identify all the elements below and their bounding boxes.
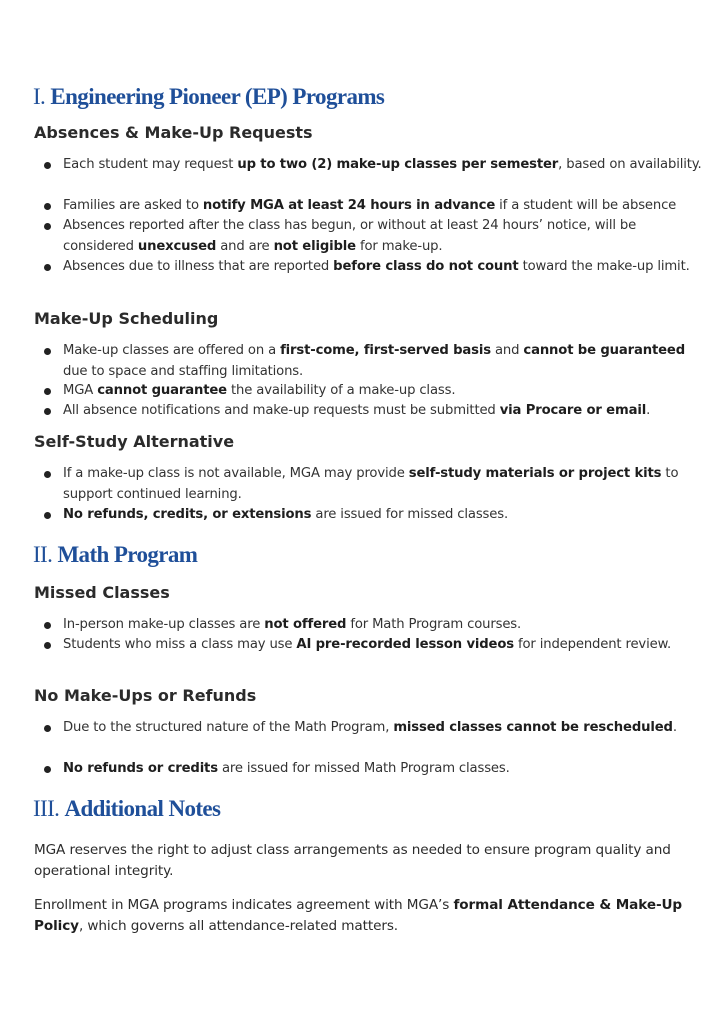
list-item: Absences reported after the class has begun, or without at least 24 hours’ notice, will be considered unexcused and are not eligible for make-up. [63,218,637,254]
subsection-heading-missed-classes: Missed Classes [34,583,170,602]
paragraph-class-arrangements: MGA reserves the right to adjust class arrangements as needed to ensure program quality and operational integrity. [34,842,671,879]
bullet-icon [44,512,51,519]
list-item: MGA cannot guarantee the availability of a make-up class. [63,383,456,398]
bullet-icon [44,766,51,773]
section-numeral: III. [33,796,60,821]
list-item: In-person make-up classes are not offered for Math Program courses. [63,617,522,632]
subsection-heading-no-make-ups: No Make-Ups or Refunds [34,686,257,705]
section-heading-additional-notes [33,796,220,822]
bullet-icon [44,162,51,169]
section-title: Additional Notes [64,796,221,821]
subsection-heading-make-up-scheduling: Make-Up Scheduling [34,309,219,328]
section-heading-math-program [33,542,197,568]
list-item: No refunds or credits are issued for missed Math Program classes. [63,761,510,776]
list-item: Absences due to illness that are reported before class do not count toward the make-up limit. [63,259,690,274]
bullet-icon [44,408,51,415]
bullet-icon [44,348,51,355]
bullet-icon [44,725,51,732]
section-title: Math Program [57,542,198,567]
subsection-heading-self-study: Self-Study Alternative [34,432,235,451]
bullet-icon [44,388,51,395]
list-item: No refunds, credits, or extensions are issued for missed classes. [63,507,509,522]
bullet-icon [44,223,51,230]
section-heading-engineering-pioneer [33,84,384,110]
bullet-icon [44,642,51,649]
paragraph-enrollment-agreement: Enrollment in MGA programs indicates agreement with MGA’s formal Attendance & Make-Up Policy, which governs all attendance-related matters. [34,897,683,934]
section-numeral: I. [33,84,46,109]
list-item: Students who miss a class may use AI pre-recorded lesson videos for independent review. [63,637,672,652]
subsection-heading-absences: Absences & Make-Up Requests [34,123,313,142]
bullet-icon [44,264,51,271]
list-item: Due to the structured nature of the Math Program, missed classes cannot be rescheduled. [63,720,677,735]
list-item: If a make-up class is not available, MGA may provide self-study materials or project kits to support continued learning. [63,466,679,502]
section-title: Engineering Pioneer (EP) Programs [50,84,385,109]
section-numeral: II. [33,542,53,567]
bullet-icon [44,203,51,210]
list-item: Make-up classes are offered on a first-come, first-served basis and cannot be guaranteed due to space and staffing limitations. [63,343,685,379]
list-item: All absence notifications and make-up requests must be submitted via Procare or email. [63,403,651,418]
bullet-icon [44,622,51,629]
list-item: Families are asked to notify MGA at least 24 hours in advance if a student will be absence [63,198,677,213]
bullet-icon [44,471,51,478]
list-item: Each student may request up to two (2) make-up classes per semester, based on availability. [63,157,702,172]
